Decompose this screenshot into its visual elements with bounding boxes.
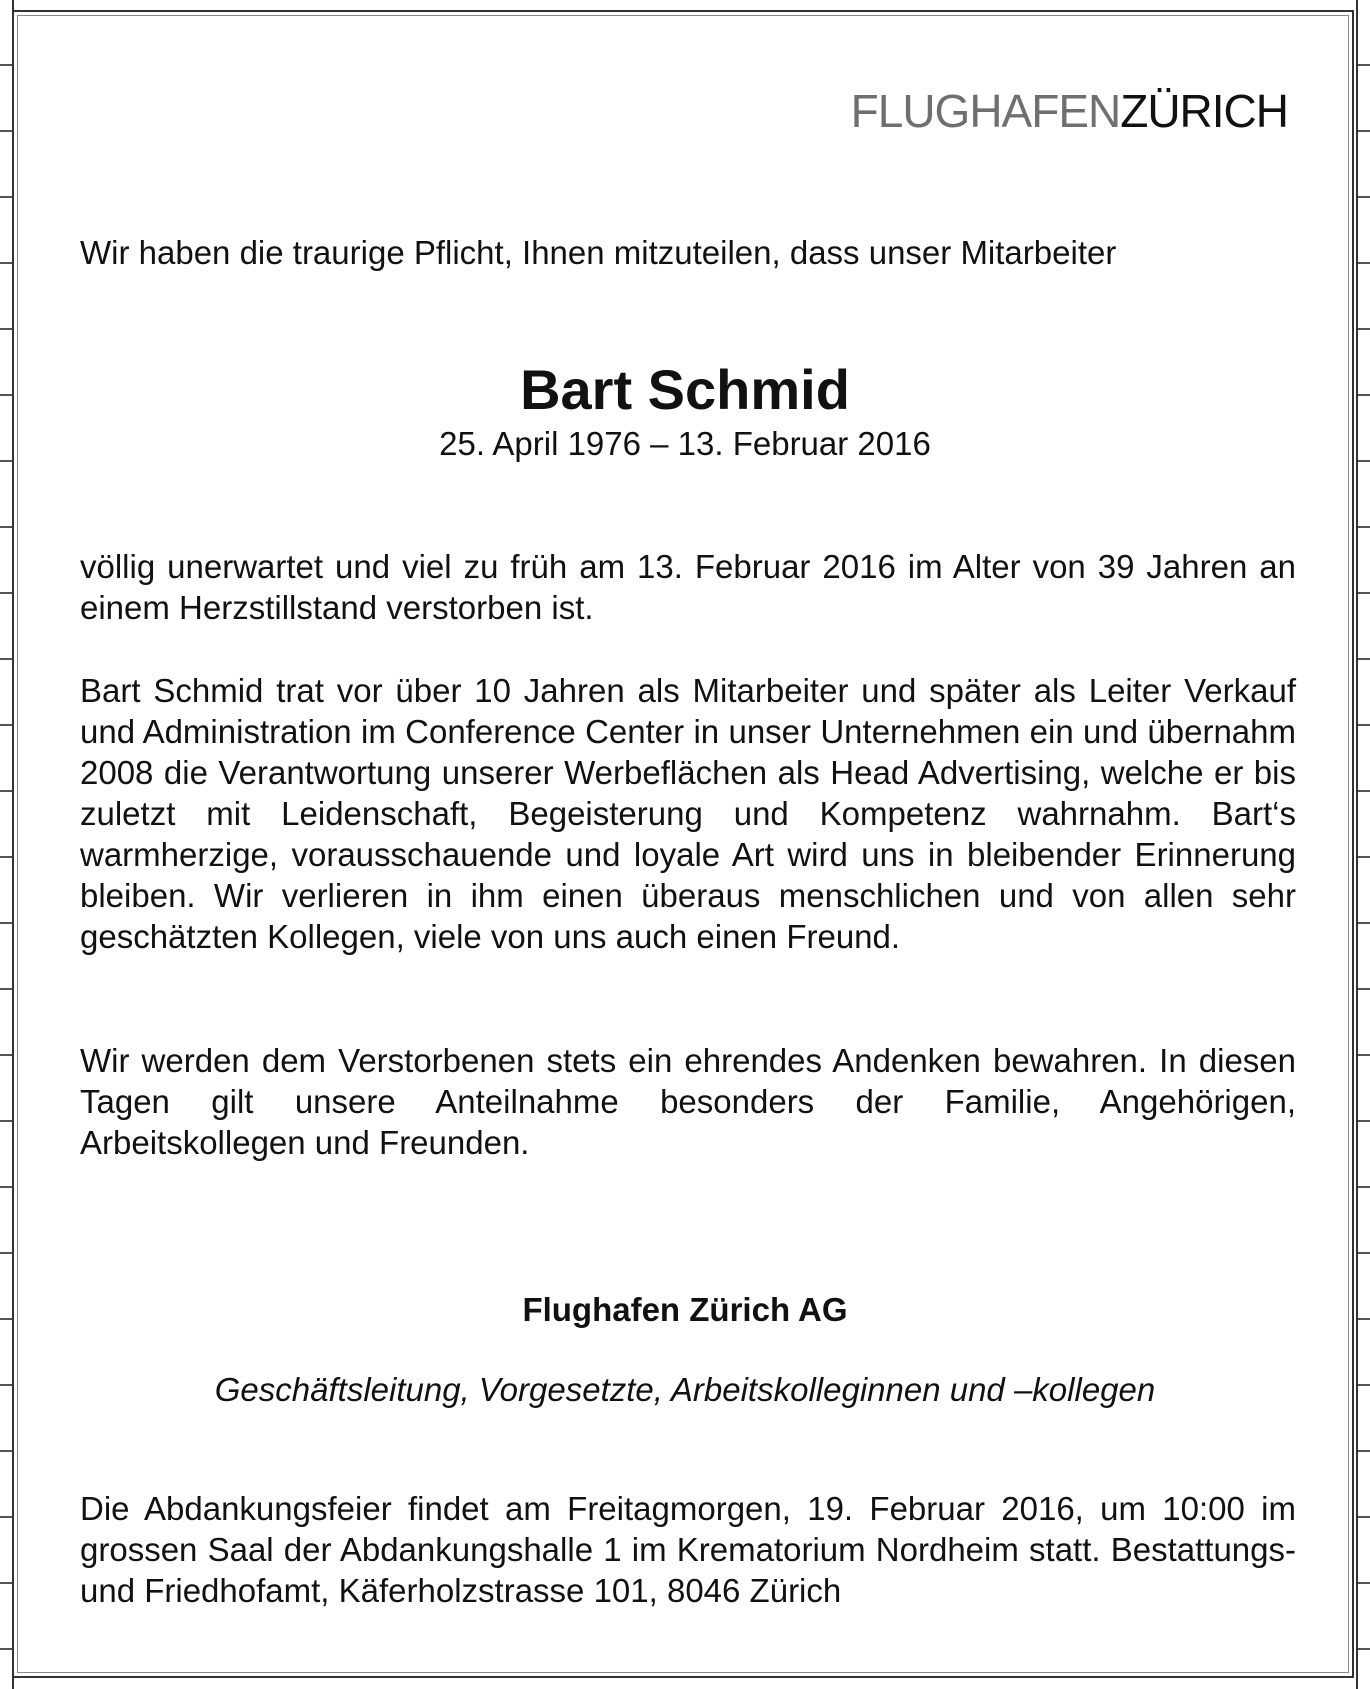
deceased-name: Bart Schmid [520,358,850,421]
paragraph-death: völlig unerwartet und viel zu früh am 13. Februar 2016 im Alter von 39 Jahren an einem Herzstillstand verstorben ist. [80,548,1296,626]
logo-part-flughafen: FLUGHAFEN [850,85,1121,137]
logo-part-zurich: ZÜRICH [1120,85,1288,137]
paragraph-career: Bart Schmid trat vor über 10 Jahren als Mitarbeiter und später als Leiter Verkauf und Administration im Conference Center in unser Unternehmen ein und übernahm 2008 die Verantwortung unserer Werbeflächen als Head Advertising, welche er bis zuletzt mit Leidenschaft, Begeisterung und Kompetenz wahrnahm. Bart‘s warmherzige, vorausschauende und loyale Art wird uns in bleibender Erinnerung bleiben. Wir verlieren in ihm einen überaus menschlichen und von allen sehr geschätzten Kollegen, viele von uns auch einen Freund. [80,672,1296,955]
signers-line: Geschäftsleitung, Vorgesetzte, Arbeitskolleginnen und –kollegen [214,1371,1156,1408]
paragraph-condolence: Wir werden dem Verstorbenen stets ein ehrendes Andenken bewahren. In diesen Tagen gilt unsere Anteilnahme besonders der Familie, Angehörigen, Arbeitskollegen und Freunden. [80,1042,1296,1161]
ceremony-details: Die Abdankungsfeier findet am Freitagmorgen, 19. Februar 2016, um 10:00 im grossen Saal der Abdankungshalle 1 im Krematorium Nordheim statt. Bestattungs- und Friedhofamt, Käferholzstrasse 101, 8046 Zürich [80,1490,1296,1609]
company-signature: Flughafen Zürich AG [522,1291,848,1328]
company-logo [850,85,1288,137]
right-scan-margin [1356,0,1370,1689]
intro-text: Wir haben die traurige Pflicht, Ihnen mitzuteilen, dass unser Mitarbeiter [80,234,1117,271]
life-dates: 25. April 1976 – 13. Februar 2016 [439,425,931,462]
